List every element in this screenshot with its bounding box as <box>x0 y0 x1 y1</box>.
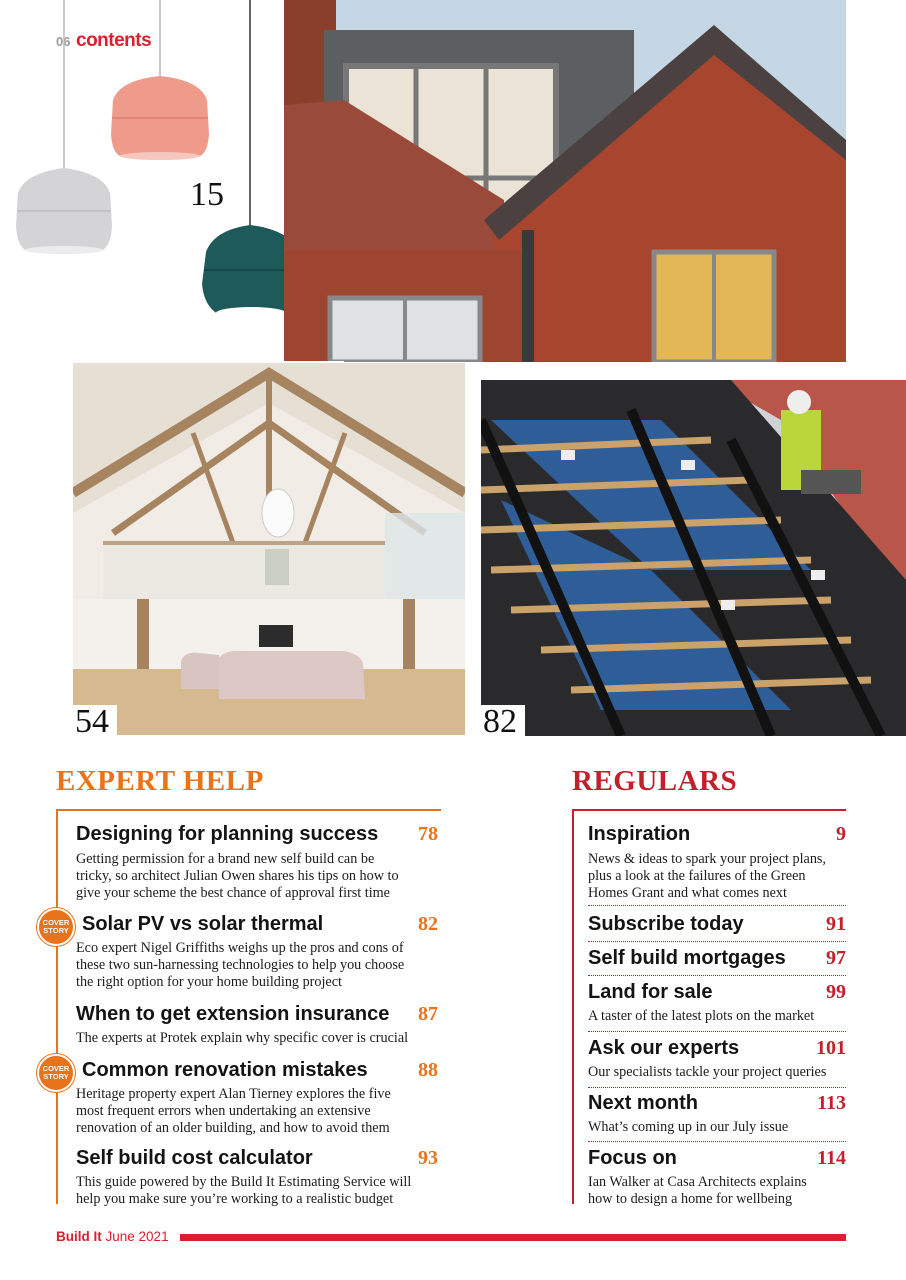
expert-item-desc: Heritage property expert Alan Tierney explores the five most frequent errors when undertaking an extensive renovation of an older building, and how to avoid them <box>76 1086 391 1136</box>
regular-item-title[interactable]: Ask our experts <box>588 1037 740 1059</box>
roof-photo <box>481 380 906 736</box>
regular-item-desc: News & ideas to spark your project plans, plus a look at the failures of the Green Homes Grant and what comes next <box>588 851 826 901</box>
footer-magazine: Build It <box>56 1229 102 1244</box>
cover-story-badge: COVER STORY <box>37 1054 75 1092</box>
regulars-rule <box>572 809 846 811</box>
expert-item-desc: Getting permission for a brand new self build can be tricky, so architect Julian Owen shares his tips on how to give your scheme the best chance of approval first time <box>76 851 399 901</box>
expert-item-page: 78 <box>418 823 438 845</box>
cover-story-badge: COVER STORY <box>37 908 75 946</box>
expert-item-page: 88 <box>418 1059 438 1081</box>
photo-label-barn: 54 <box>73 705 117 735</box>
expert-item-page: 82 <box>418 913 438 935</box>
regular-item-title[interactable]: Inspiration <box>588 823 691 845</box>
regular-item-desc: What’s coming up in our July issue <box>588 1119 789 1135</box>
regular-item-page: 91 <box>826 913 846 935</box>
regular-item-desc: A taster of the latest plots on the market <box>588 1008 815 1024</box>
expert-item-title[interactable]: When to get extension insurance <box>76 1003 390 1025</box>
expert-help-rule <box>56 809 441 811</box>
expert-item-title[interactable]: Designing for planning success <box>76 823 379 845</box>
barn-photo <box>73 363 465 735</box>
regular-item-title[interactable]: Self build mortgages <box>588 947 786 969</box>
footer-bar <box>180 1234 846 1241</box>
expert-help-heading: EXPERT HELP <box>56 765 264 797</box>
regulars-side-rule <box>572 811 574 1204</box>
dotted-divider <box>588 905 846 906</box>
dotted-divider <box>588 1031 846 1032</box>
dotted-divider <box>588 975 846 976</box>
regular-item-desc: Our specialists tackle your project queries <box>588 1064 827 1080</box>
house-photo <box>284 0 846 362</box>
regular-item-title[interactable]: Subscribe today <box>588 913 744 935</box>
regular-item-title[interactable]: Focus on <box>588 1147 677 1169</box>
expert-item-page: 93 <box>418 1147 438 1169</box>
expert-item-page: 87 <box>418 1003 438 1025</box>
regular-item-title[interactable]: Land for sale <box>588 981 713 1003</box>
regular-item-title[interactable]: Next month <box>588 1092 698 1114</box>
expert-item-title[interactable]: Common renovation mistakes <box>82 1059 368 1081</box>
dotted-divider <box>588 1087 846 1088</box>
regulars-heading: REGULARS <box>572 765 738 797</box>
regular-item-page: 113 <box>817 1092 846 1114</box>
lamps-photo <box>0 0 320 360</box>
photo-label-roof: 82 <box>481 705 525 736</box>
expert-help-side-rule <box>56 811 58 1204</box>
footer-brand <box>56 1229 169 1244</box>
expert-item-title[interactable]: Solar PV vs solar thermal <box>82 913 324 935</box>
expert-item-desc: The experts at Protek explain why specific cover is crucial <box>76 1030 409 1046</box>
regular-item-page: 97 <box>826 947 846 969</box>
page-number: 06 <box>56 34 71 49</box>
section-title: contents <box>76 30 152 51</box>
regular-item-page: 99 <box>826 981 846 1003</box>
regular-item-desc: Ian Walker at Casa Architects explains how to design a home for wellbeing <box>588 1174 807 1207</box>
expert-item-title[interactable]: Self build cost calculator <box>76 1147 313 1169</box>
regular-item-page: 9 <box>836 823 846 845</box>
dotted-divider <box>588 941 846 942</box>
footer-issue: June 2021 <box>105 1229 169 1244</box>
dotted-divider <box>588 1141 846 1142</box>
regular-item-page: 101 <box>816 1037 846 1059</box>
expert-item-desc: This guide powered by the Build It Estimating Service will help you make sure you’re working to a realistic budget <box>76 1174 412 1207</box>
expert-item-desc: Eco expert Nigel Griffiths weighs up the pros and cons of these two sun-harnessing technologies to help you choose the right option for your home building project <box>76 940 405 990</box>
regular-item-page: 114 <box>817 1147 846 1169</box>
photo-label-lamps: 15 <box>190 176 224 213</box>
